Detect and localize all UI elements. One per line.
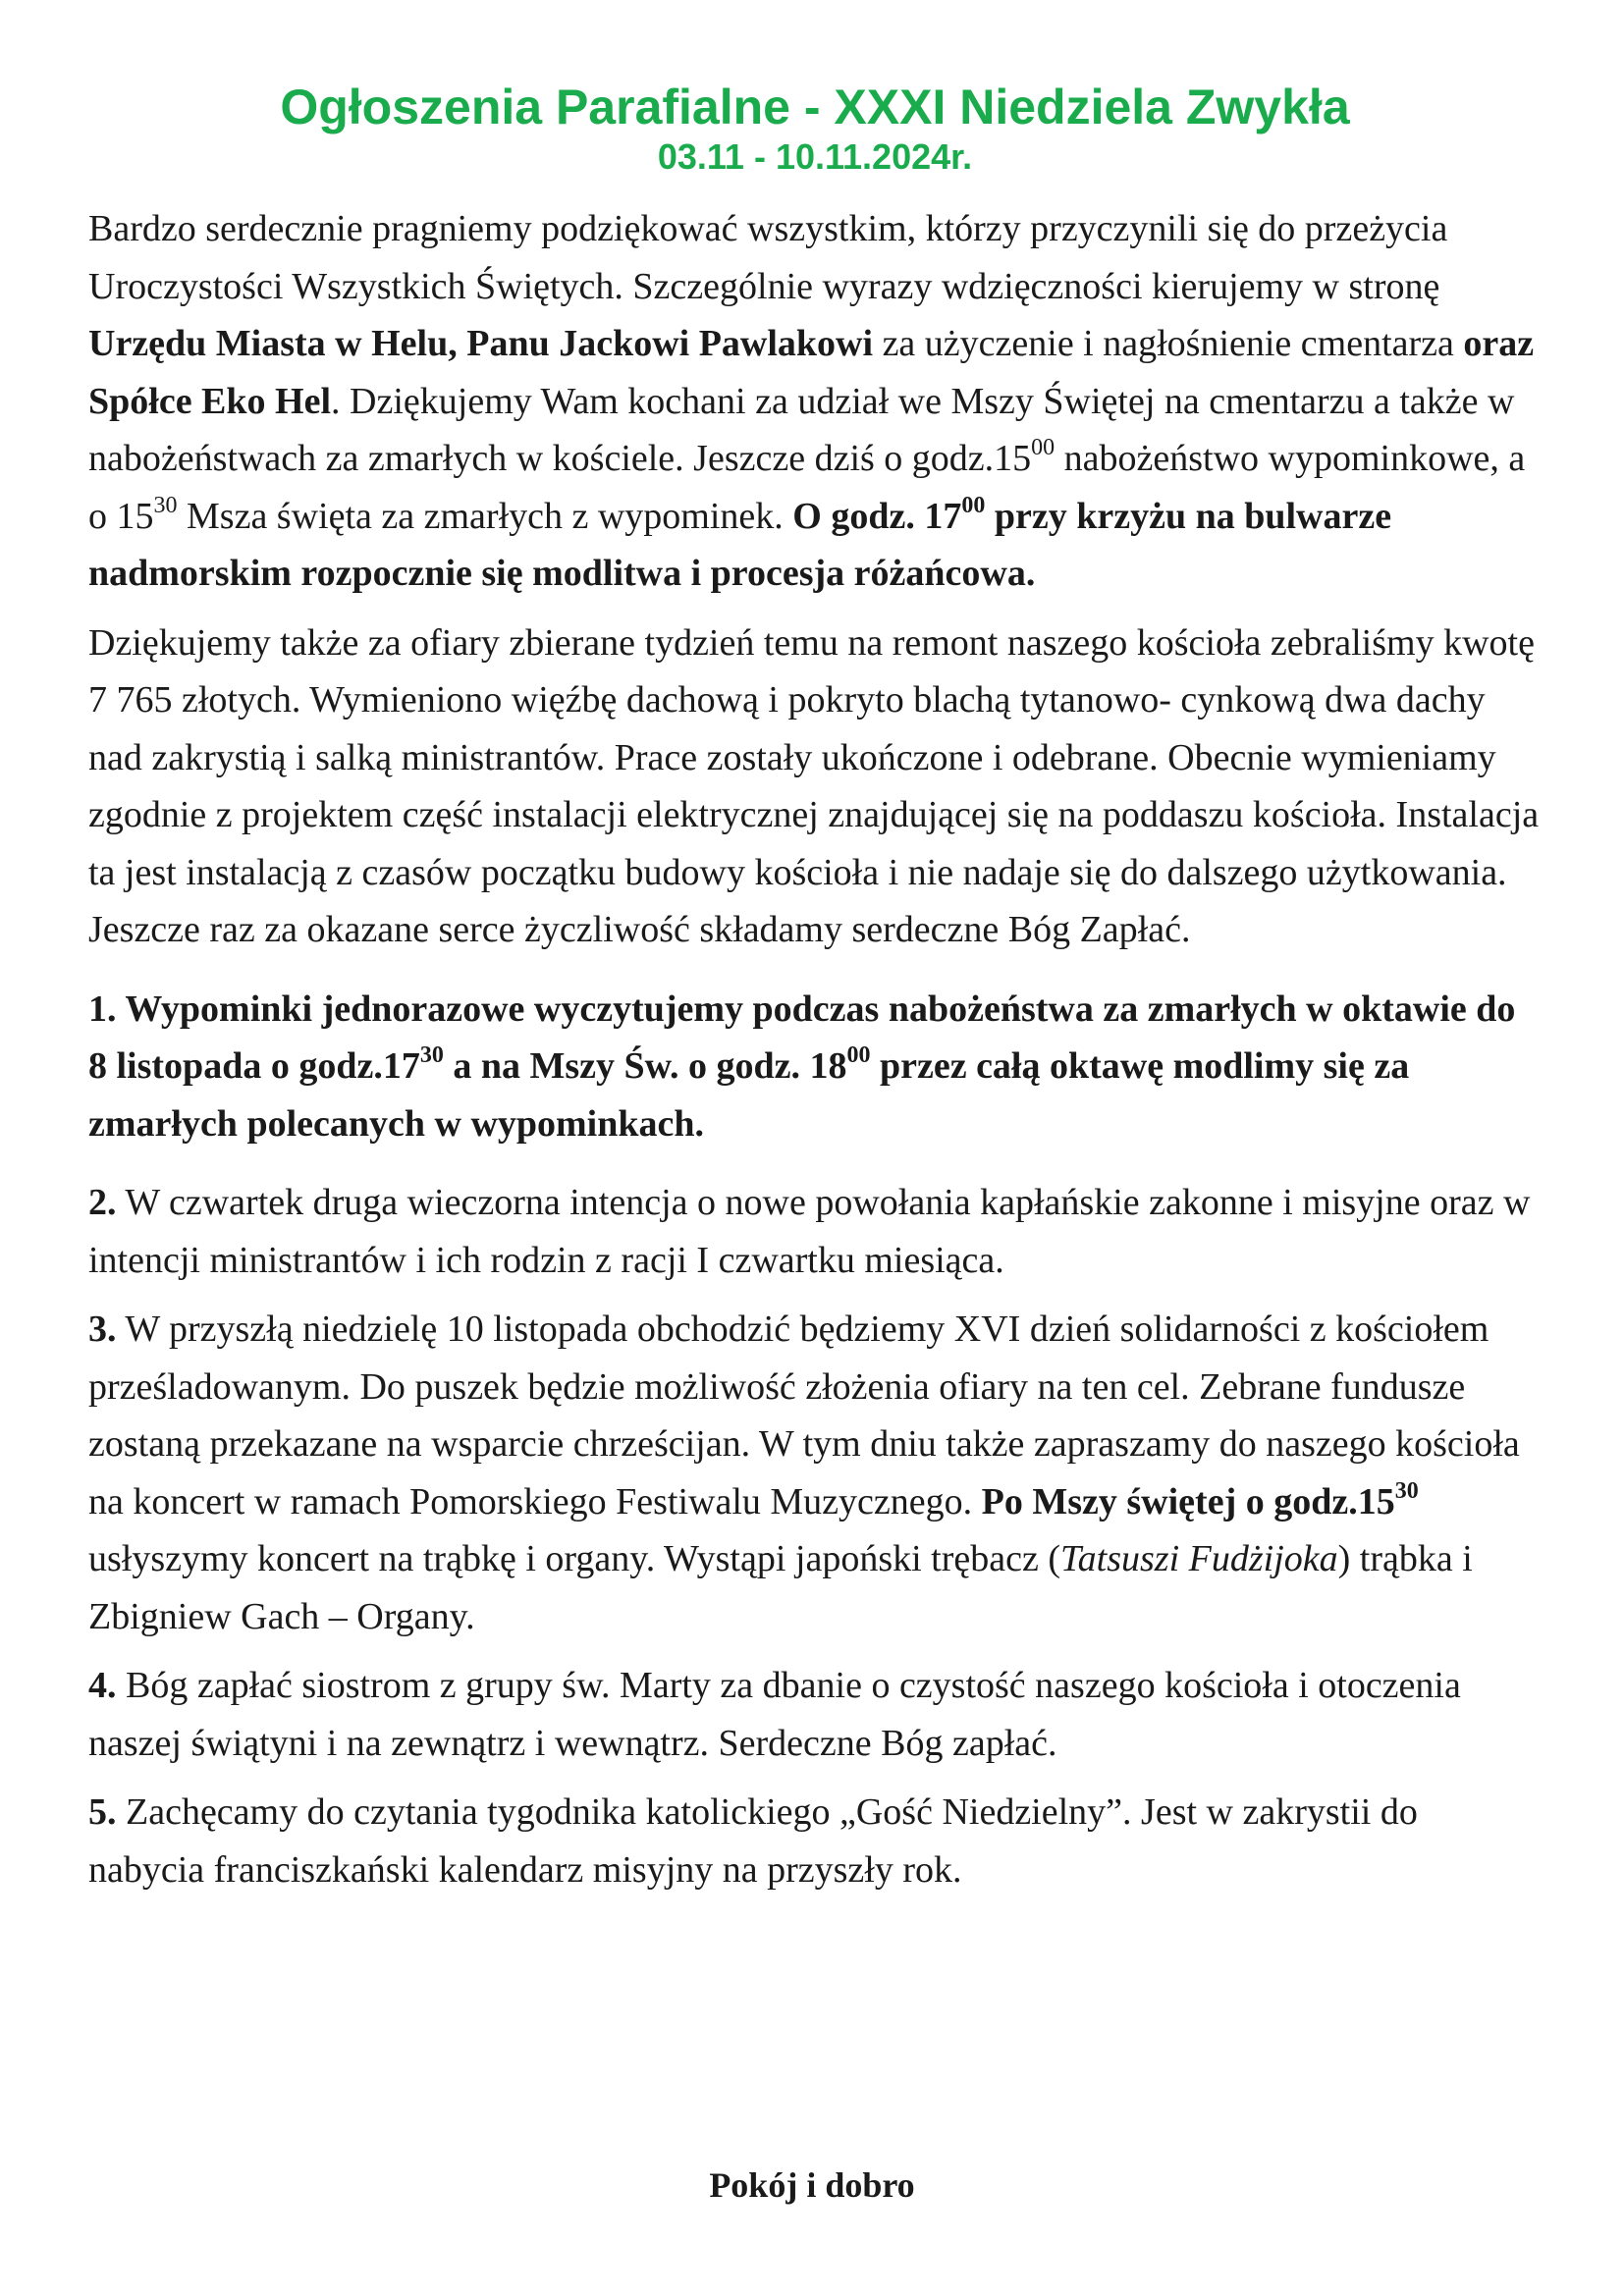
- item-number: 4.: [88, 1665, 117, 1706]
- page-title: Ogłoszenia Parafialne - XXXI Niedziela Zwykła: [280, 80, 1350, 134]
- intro-text: Msza święta za zmarłych z wypominek.: [177, 495, 793, 537]
- announcement-item-3: [88, 1301, 1542, 1645]
- intro-paragraph: [88, 200, 1542, 603]
- renovation-paragraph: Dziękujemy także za ofiary zbierane tydzień temu na remont naszego kościoła zebraliśmy kwotę 7 765 złotych. Wymieniono więźbę dachową i pokryto blachą tytanowo- cynkową dwa dachy nad zakrystią i salką ministrantów. Prace zostały ukończone i odebrane. Obecnie wymieniamy zgodnie z projektem część instalacji elektrycznej znajdującej się na poddaszu kościoła. Instalacja ta jest instalacją z czasów początku budowy kościoła i nie nadaje się do dalszego użytkowania. Jeszcze raz za okazane serce życzliwość składamy serdeczne Bóg Zapłać.: [88, 621, 1540, 950]
- time-superscript: 00: [961, 492, 986, 518]
- item4-text: Bóg zapłać siostrom z grupy św. Marty za dbanie o czystość naszego kościoła i otoczenia naszej świątyni i na zewnątrz i wewnątrz. Serdeczne Bóg zapłać.: [88, 1665, 1461, 1764]
- time-superscript: 00: [1031, 435, 1056, 461]
- announcement-item-2: [88, 1174, 1542, 1289]
- intro-text: Bardzo serdecznie pragniemy podziękować wszystkim, którzy przyczynili się do przeżycia Uroczystości Wszystkich Świętych. Szczególnie wyrazy wdzięczności kierujemy w stronę: [88, 208, 1448, 307]
- item3-text: ) trąbka i Zbigniew Gach – Organy.: [88, 1538, 1473, 1637]
- intro-bold-procession-time: O godz. 17: [792, 495, 962, 537]
- intro-bold-procession: przy krzyżu na bulwarze nadmorskim rozpocznie się modlitwa i procesja różańcowa.: [88, 495, 1392, 594]
- intro-bold-eko-hel: oraz Spółce Eko Hel: [88, 323, 1535, 422]
- time-superscript: 30: [1394, 1477, 1419, 1504]
- date-range: 03.11 - 10.11.2024r.: [657, 136, 973, 177]
- announcement-item-5: [88, 1784, 1542, 1898]
- intro-bold-city-office: Urzędu Miasta w Helu, Panu Jackowi Pawlakowi: [88, 323, 874, 364]
- item1-text: 1. Wypominki jednorazowe wyczytujemy podczas nabożeństwa za zmarłych w oktawie do 8 listopada o godz.17: [88, 988, 1516, 1087]
- intro-text: . Dziękujemy Wam kochani za udział we Mszy Świętej na cmentarzu a także w nabożeństwach za zmarłych w kościele. Jeszcze dziś o godz.15: [88, 380, 1515, 479]
- item5-text: Zachęcamy do czytania tygodnika katolickiego „Gość Niedzielny”. Jest w zakrystii do nabycia franciszkański kalendarz misyjny na przyszły rok.: [88, 1791, 1418, 1891]
- item-number: 3.: [88, 1308, 117, 1350]
- item1-text: a na Mszy Św. o godz. 18: [443, 1045, 847, 1087]
- performer-name: Tatsuszi Fudżijoka: [1060, 1538, 1338, 1579]
- time-superscript: 30: [153, 492, 178, 518]
- item3-text: usłyszymy koncert na trąbkę i organy. Wystąpi japoński trębacz (: [88, 1538, 1061, 1579]
- item3-text: W przyszłą niedzielę 10 listopada obchodzić będziemy XVI dzień solidarności z kościołem prześladowanym. Do puszek będzie możliwość złożenia ofiary na ten cel. Zebrane fundusze zostaną przekazane na wsparcie chrześcijan. W tym dniu także zapraszamy do naszego kościoła na koncert w ramach Pomorskiego Festiwalu Muzycznego.: [88, 1308, 1520, 1522]
- intro-text: nabożeństwo wypominkowe, a o 15: [88, 438, 1526, 537]
- closing-greeting: Pokój i dobro: [709, 2165, 915, 2205]
- item3-bold-concert-time: Po Mszy świętej o godz.15: [981, 1480, 1395, 1522]
- announcement-item-4: [88, 1657, 1542, 1772]
- time-superscript: 00: [846, 1042, 871, 1069]
- item-number: 2.: [88, 1182, 117, 1223]
- announcements-page: [88, 79, 1542, 1898]
- item1-text: przez całą oktawę modlimy się za zmarłych polecanych w wypominkach.: [88, 1045, 1410, 1145]
- time-superscript: 30: [419, 1042, 444, 1069]
- item2-text: W czwartek druga wieczorna intencja o nowe powołania kapłańskie zakonne i misyjne oraz w intencji ministrantów i ich rodzin z racji I czwartku miesiąca.: [88, 1182, 1531, 1281]
- intro-text: za użyczenie i nagłośnienie cmentarza: [873, 323, 1464, 364]
- announcement-item-1: [88, 981, 1542, 1153]
- item-number: 5.: [88, 1791, 117, 1833]
